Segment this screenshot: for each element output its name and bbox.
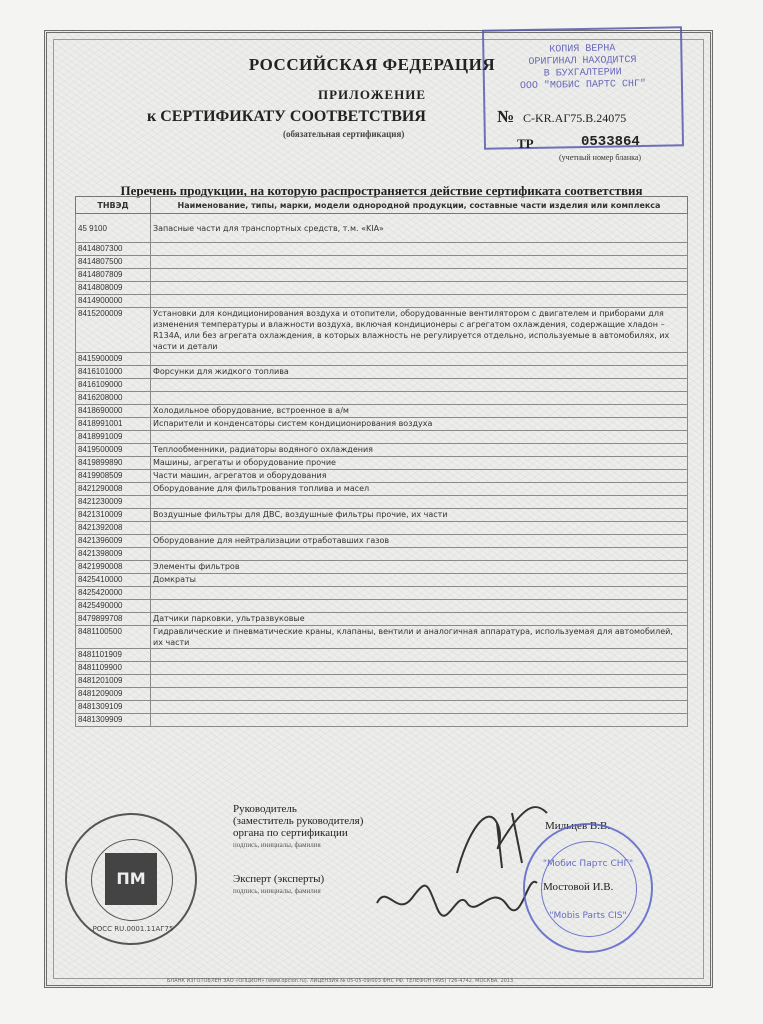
tnved-code: 8414807500: [76, 256, 151, 269]
tnved-code: 8414808009: [76, 282, 151, 295]
product-description: Машины, агрегаты и оборудование прочие: [151, 457, 688, 470]
table-row: [76, 444, 688, 457]
column-header-code: ТНВЭД: [76, 197, 151, 214]
tnved-code: 8414807809: [76, 269, 151, 282]
product-description: Домкраты: [151, 574, 688, 587]
table-row: [76, 405, 688, 418]
group-description: Запасные части для транспортных средств, т.м. «KIA»: [151, 214, 688, 243]
product-description: Датчики парковки, ультразвуковые: [151, 613, 688, 626]
product-description: [151, 243, 688, 256]
product-description: [151, 256, 688, 269]
tnved-code: 8425420000: [76, 587, 151, 600]
tnved-code: 8421310009: [76, 509, 151, 522]
table-row: [76, 714, 688, 727]
tnved-code: 8481100500: [76, 626, 151, 649]
head-signature-block: [233, 803, 363, 851]
number-sign: №: [497, 107, 515, 126]
product-description: [151, 353, 688, 366]
table-row: [76, 308, 688, 353]
product-description: [151, 282, 688, 295]
blank-number-caption: (учетный номер бланка): [559, 153, 642, 162]
table-row: [76, 522, 688, 535]
product-description: [151, 496, 688, 509]
table-row: [76, 353, 688, 366]
tnved-code: 8479899708: [76, 613, 151, 626]
table-row: [76, 256, 688, 269]
tnved-code: 8416109000: [76, 379, 151, 392]
product-description: [151, 522, 688, 535]
product-description: Воздушные фильтры для ДВС, воздушные фильтры прочие, их части: [151, 509, 688, 522]
tnved-code: 8419899890: [76, 457, 151, 470]
tnved-code: 8481201009: [76, 675, 151, 688]
table-row: [76, 392, 688, 405]
expert-name: Мостовой И.В.: [543, 881, 614, 893]
tp-label: ТР: [517, 136, 534, 151]
certification-body-seal: [65, 813, 197, 945]
copy-stamp-line: В БУХГАЛТЕРИИ: [543, 67, 622, 80]
table-row: [76, 509, 688, 522]
table-row: [76, 587, 688, 600]
table-row: [76, 535, 688, 548]
seal-logo: ПМ: [105, 853, 157, 905]
head-title-line: органа по сертификации: [233, 827, 348, 839]
product-description: Гидравлические и пневматические краны, клапаны, вентили и аналогичная аппаратура, используемая для автомобилей, их части: [151, 626, 688, 649]
head-caption: подпись, инициалы, фамилия: [233, 841, 321, 849]
head-name: Мильцев В.В.: [545, 820, 611, 832]
table-row: [76, 701, 688, 714]
company-stamp-ring: [541, 841, 637, 937]
tnved-code: 8418991009: [76, 431, 151, 444]
tnved-code: 8481209009: [76, 688, 151, 701]
certificate-appendix-sheet: [44, 30, 713, 988]
tnved-code: 8421230009: [76, 496, 151, 509]
table-row: [76, 548, 688, 561]
product-description: [151, 600, 688, 613]
table-row: [76, 366, 688, 379]
product-description: [151, 431, 688, 444]
product-description: [151, 379, 688, 392]
tnved-code: 8418991001: [76, 418, 151, 431]
column-header-description: Наименование, типы, марки, модели однородной продукции, составные части изделия или комплекса: [151, 197, 688, 214]
head-title-line: (заместитель руководителя): [233, 815, 364, 827]
product-description: Части машин, агрегатов и оборудования: [151, 470, 688, 483]
tnved-code: 8481309109: [76, 701, 151, 714]
certification-type: (обязательная сертификация): [283, 129, 405, 139]
product-description: Элементы фильтров: [151, 561, 688, 574]
expert-caption: подпись, инициалы, фамилия: [233, 887, 321, 895]
product-description: [151, 548, 688, 561]
table-row: [76, 613, 688, 626]
table-row: [76, 418, 688, 431]
table-row: [76, 295, 688, 308]
appendix-heading: ПРИЛОЖЕНИЕ: [317, 87, 427, 102]
table-row: [76, 269, 688, 282]
tnved-code: 8415900009: [76, 353, 151, 366]
tnved-code: 8414900000: [76, 295, 151, 308]
tnved-code: 8421392008: [76, 522, 151, 535]
product-description: Оборудование для фильтрования топлива и масел: [151, 483, 688, 496]
expert-signature-block: [233, 873, 324, 897]
table-row: [76, 561, 688, 574]
tnved-code: 8421396009: [76, 535, 151, 548]
table-row: [76, 574, 688, 587]
product-description: [151, 269, 688, 282]
product-description: [151, 714, 688, 727]
product-description: Оборудование для нейтрализации отработавших газов: [151, 535, 688, 548]
expert-title-line: Эксперт (эксперты): [233, 873, 325, 885]
tnved-code: 8481109900: [76, 662, 151, 675]
country-heading: РОССИЙСКАЯ ФЕДЕРАЦИЯ: [248, 55, 496, 74]
table-row: [76, 379, 688, 392]
tnved-code: 8418690000: [76, 405, 151, 418]
tnved-code: 8419500009: [76, 444, 151, 457]
tnved-code: 8416208000: [76, 392, 151, 405]
product-list-title: Перечень продукции, на которую распространяется действие сертификата соответствия: [120, 183, 643, 198]
tnved-code: 8481309909: [76, 714, 151, 727]
tnved-code: 8421398009: [76, 548, 151, 561]
product-description: Испарители и конденсаторы систем кондиционирования воздуха: [151, 418, 688, 431]
product-description: [151, 701, 688, 714]
product-description: [151, 295, 688, 308]
product-table: [75, 196, 688, 727]
certificate-number: C-KR.AГ75.B.24075: [523, 111, 627, 125]
blank-number: 0533864: [581, 134, 640, 150]
table-row: [76, 626, 688, 649]
group-row: [76, 214, 688, 243]
group-code: 45 9100: [76, 214, 151, 243]
tnved-code: 8421290008: [76, 483, 151, 496]
table-row: [76, 662, 688, 675]
expert-signature-scribble: [367, 863, 547, 933]
product-description: Форсунки для жидкого топлива: [151, 366, 688, 379]
tnved-code: 8425490000: [76, 600, 151, 613]
product-description: [151, 662, 688, 675]
company-stamp-text: "Мобис Партс СНГ": [542, 859, 634, 869]
tnved-code: 8414807300: [76, 243, 151, 256]
table-row: [76, 600, 688, 613]
table-row: [76, 457, 688, 470]
seal-registration: РОСС RU.0001.11AГ75: [92, 925, 174, 933]
company-stamp: [523, 823, 653, 953]
product-description: [151, 392, 688, 405]
printer-footer: БЛАНК ИЗГОТОВЛЕН ЗАО «ОПЦИОН» (www.opcion.ru). ЛИЦЕНЗИЯ № 05-05-09/003 ФНС РФ. ТЕЛЕФОН (495) 726-4742. МОСКВА. 2013: [167, 978, 514, 984]
table-row: [76, 675, 688, 688]
table-row: [76, 282, 688, 295]
copy-stamp-line: ОРИГИНАЛ НАХОДИТСЯ: [528, 55, 637, 68]
table-row: [76, 688, 688, 701]
table-row: [76, 431, 688, 444]
product-description: Установки для кондиционирования воздуха и отопители, оборудованные вентилятором с двигателем и приборами для изменения температуры и влажности воздуха, включая кондиционеры с агрегатом охлаждения, содержащие хладон – R134A, или без агрегата охлаждения, в которых влажность не регулируется отдельно, используемые в автомобилях, их части и детали: [151, 308, 688, 353]
tnved-code: 8481101909: [76, 649, 151, 662]
copy-stamp-line: КОПИЯ ВЕРНА: [549, 43, 616, 56]
table-row: [76, 470, 688, 483]
product-description: Холодильное оборудование, встроенное в а/м: [151, 405, 688, 418]
product-description: [151, 688, 688, 701]
tnved-code: 8419908509: [76, 470, 151, 483]
copy-stamp-line: ООО "МОБИС ПАРТС СНГ": [519, 78, 647, 93]
tnved-code: 8421990008: [76, 561, 151, 574]
product-description: [151, 649, 688, 662]
product-description: [151, 587, 688, 600]
company-stamp-text-latin: "Mobis Parts CIS": [549, 911, 627, 921]
table-row: [76, 496, 688, 509]
table-row: [76, 243, 688, 256]
table-row: [76, 649, 688, 662]
tnved-code: 8416101000: [76, 366, 151, 379]
head-title-line: Руководитель: [233, 803, 297, 815]
tnved-code: 8425410000: [76, 574, 151, 587]
product-description: Теплообменники, радиаторы водяного охлаждения: [151, 444, 688, 457]
tnved-code: 8415200009: [76, 308, 151, 353]
product-description: [151, 675, 688, 688]
table-row: [76, 483, 688, 496]
certificate-heading: к СЕРТИФИКАТУ СООТВЕТСТВИЯ: [147, 108, 426, 125]
